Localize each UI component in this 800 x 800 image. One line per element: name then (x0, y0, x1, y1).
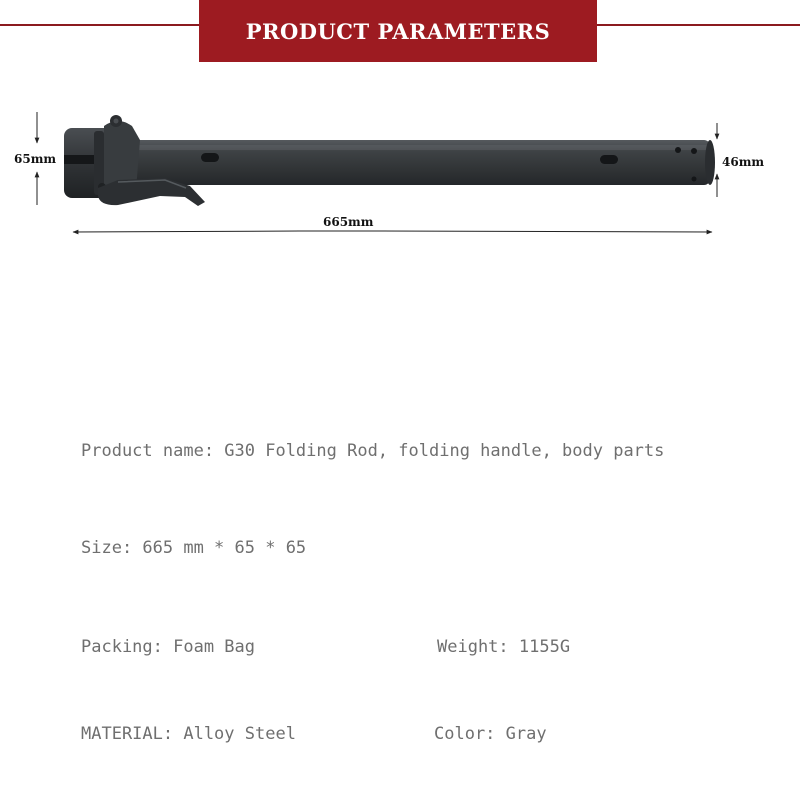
packing-text: Packing: Foam Bag (81, 637, 255, 657)
length-dimension-arrow (73, 231, 712, 232)
weight-text: Weight: 1155G (437, 637, 571, 657)
product-diagram (0, 0, 800, 260)
material-text: MATERIAL: Alloy Steel (81, 724, 296, 744)
page-title: PRODUCT PARAMETERS (245, 18, 551, 44)
color-text: Color: Gray (434, 724, 547, 744)
product-name-text: Product name: G30 Folding Rod, folding handle, body parts (81, 441, 665, 461)
folding-rod-tube (130, 140, 715, 185)
tube-diameter-label: 46mm (722, 155, 765, 169)
head-height-label: 65mm (14, 152, 57, 166)
size-text: Size: 665 mm * 65 * 65 (81, 538, 307, 558)
length-label: 665mm (323, 215, 374, 229)
